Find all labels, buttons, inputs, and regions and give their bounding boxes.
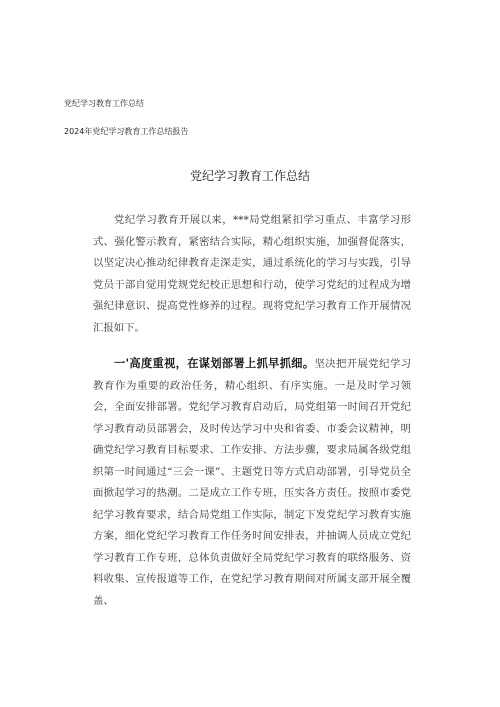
section-paragraph xyxy=(93,353,411,612)
section-heading: 一'高度重视，在谋划部署上抓早抓细。 xyxy=(114,357,315,370)
section-body: 坚决把开展党纪学习教育作为重要的政治任务，精心组织、有序实施。一是及时学习领会，全面安排部署。党纪学习教育启动后，局党组第一时间召开党纪学习教育动员部署会，及时传达学习中央和省委、市委会议精神，明确党纪学习教育目标要求、工作安排、方法步骤，要求局属各级党组织第一时间通过“三会一课”、主题党日等方式启动部署，引导党员全面掀起学习的热潮。二是成立工作专班，压实各方责任。按照市委党纪学习教育要求，结合局党组工作实际，制定下发党纪学习教育实施方案，细化党纪学习教育工作任务时间安排表，并抽调人员成立党纪学习教育工作专班，总体负责做好全局党纪学习教育的联络服务、资料收集、宣传报道等工作，在党纪学习教育期间对所属支部开展全覆盖、 xyxy=(93,358,412,607)
document-title: 党纪学习教育工作总结 xyxy=(189,169,310,183)
document-subtitle-line: 2024年党纪学习教育工作总结报告 xyxy=(64,127,189,136)
intro-paragraph: 党纪学习教育开展以来，***局党组紧扣学习重点、丰富学习形式、强化警示教育，紧密结合实际，精心组织实施，加强督促落实，以坚定决心推动纪律教育走深走实，通过系统化的学习与实践，引导党员干部自觉用党规党纪校正思想和行动，使学习党纪的过程成为增强纪律意识、提高党性修养的过程。现将党纪学习教育工作开展情况汇报如下。 xyxy=(93,214,411,334)
document-header-line: 党纪学习教育工作总结 xyxy=(64,99,144,108)
